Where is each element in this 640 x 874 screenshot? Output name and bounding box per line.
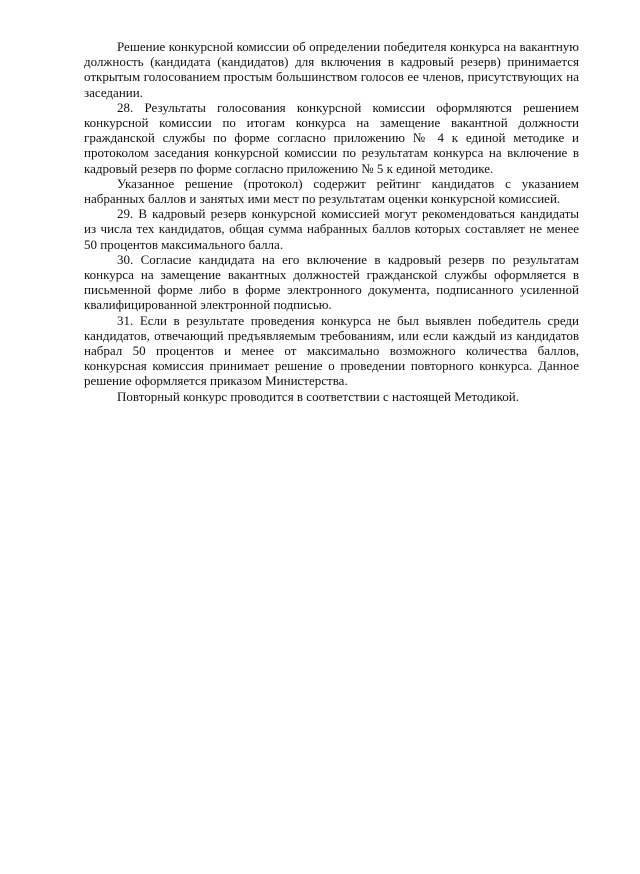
paragraph-30: 30. Согласие кандидата на его включение в кадровый резерв по результатам конкурса на замещение вакантных должностей гражданской службы оформляется в письменной форме либо в форме электронного документа, подписанного усиленной квалифицированной электронной подписью. xyxy=(84,251,579,313)
document-body xyxy=(84,39,579,404)
paragraph-repeat-contest: Повторный конкурс проводится в соответствии с настоящей Методикой. xyxy=(117,388,519,404)
paragraph-decision-voting: Решение конкурсной комиссии об определении победителя конкурса на вакантную должность (кандидата (кандидатов) для включения в кадровый резерв) принимается открытым голосованием простым большинством голосов ее членов, присутствующих на заседании. xyxy=(84,39,579,100)
paragraph-29: 29. В кадровый резерв конкурсной комиссией могут рекомендоваться кандидаты из числа тех кандидатов, общая сумма набранных баллов которых составляет не менее 50 процентов максимального балла. xyxy=(84,206,579,252)
paragraph-31: 31. Если в результате проведения конкурса не был выявлен победитель среди кандидатов, отвечающий предъявляемым требованиям, или если каждый из кандидатов набрал 50 процентов и менее от максимально возможного количества баллов, конкурсная комиссия принимает решение о проведении повторного конкурса. Данное решение оформляется приказом Министерства. xyxy=(84,312,579,389)
paragraph-28: 28. Результаты голосования конкурсной комиссии оформляются решением конкурсной комиссии по итогам конкурса на замещение вакантной должности гражданской службы по форме согласно приложению № 4 к единой методике и протоколом заседания конкурсной комиссии по результатам конкурса на включение в кадровый резерв по форме согласно приложению № 5 к единой методике. xyxy=(84,99,579,176)
paragraph-decision-rating: Указанное решение (протокол) содержит рейтинг кандидатов с указанием набранных баллов и занятых ими мест по результатам оценки конкурсной комиссией. xyxy=(84,175,579,207)
